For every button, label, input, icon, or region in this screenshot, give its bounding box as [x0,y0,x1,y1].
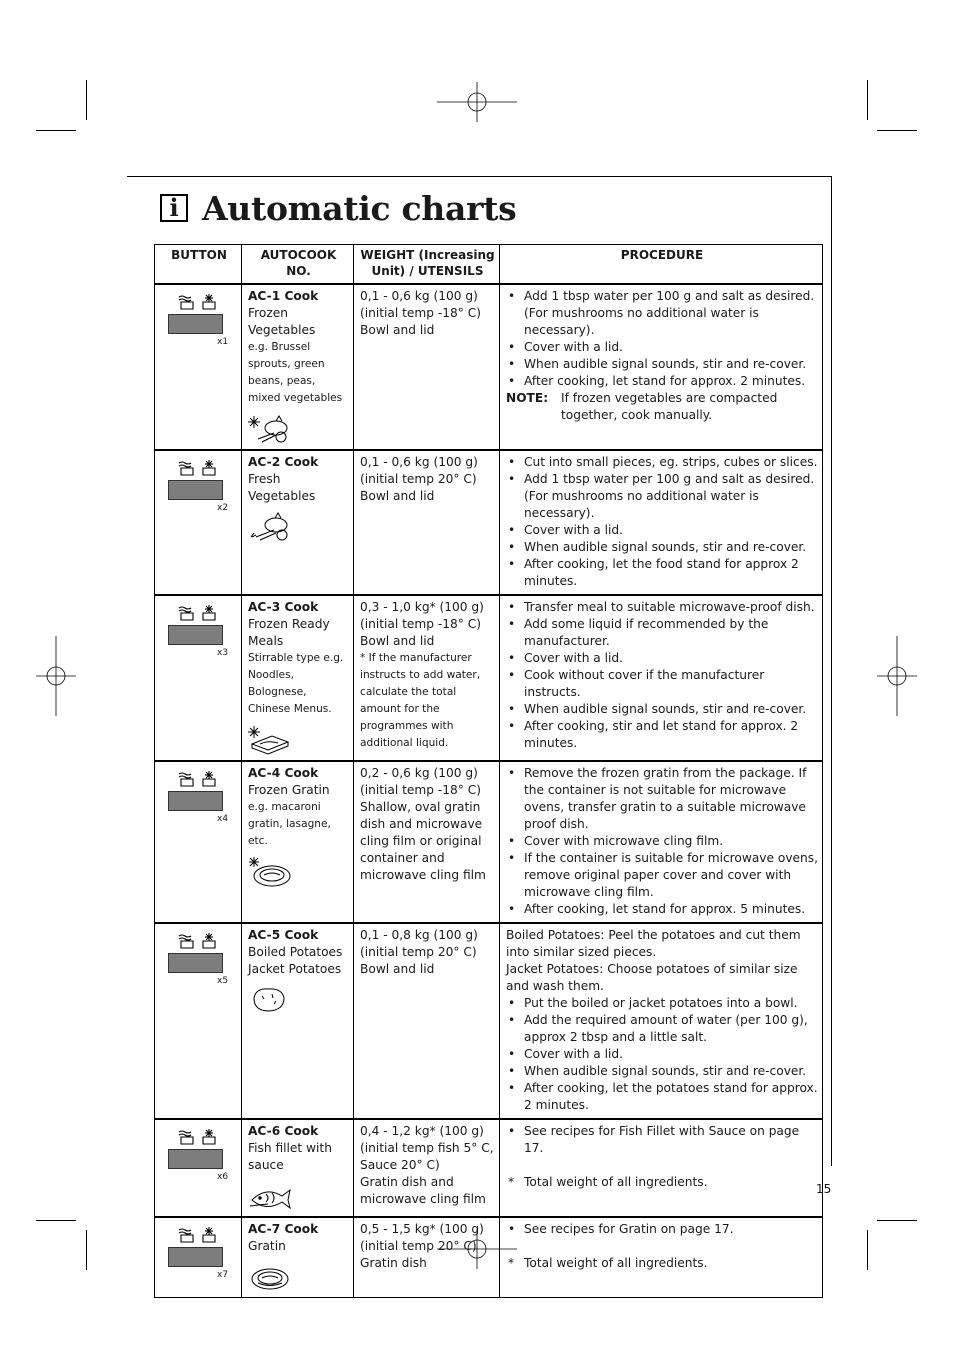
procedure-cell [500,1119,823,1217]
procedure-intro: Jacket Potatoes: Choose potatoes of similar size and wash them. [506,962,798,993]
autocook-number: AC-7 Cook [248,1222,319,1236]
table-row [155,450,823,595]
note-text: If frozen vegetables are compacted together, cook manually. [561,391,778,422]
food-name: Frozen Vegetables [248,306,316,337]
crop-mark [867,1230,868,1270]
table-row [155,595,823,761]
autocook-button[interactable] [168,791,223,811]
table-row [155,761,823,923]
button-cell [155,1119,242,1217]
weight-line: (initial temp -18° C) [360,617,482,631]
procedure-step: • Cut into small pieces, eg. strips, cubes or slices. [506,454,818,471]
weight-line: 0,1 - 0,6 kg (100 g) [360,289,478,303]
crop-mark [877,1220,917,1221]
header-autocook: AUTOCOOK NO. [242,245,354,285]
procedure-step: • After cooking, let the potatoes stand for approx. 2 minutes. [506,1080,818,1114]
autocook-button-icon [177,293,221,311]
weight-cell [354,595,500,761]
registration-mark-icon [877,636,917,716]
weight-line: Shallow, oval gratin dish and microwave cling film or original container and microwave cling film [360,800,486,882]
weight-footnote: * If the manufacturer instructs to add water, calculate the total amount for the programmes with additional liquid. [360,652,481,749]
procedure-step: • Add 1 tbsp water per 100 g and salt as desired. (For mushrooms no additional water is necessary). [506,288,818,339]
weight-line: (initial temp fish 5° C, Sauce 20° C) [360,1141,494,1172]
press-count: x4 [217,814,229,824]
weight-cell [354,450,500,595]
button-cell [155,284,242,450]
autocook-cell [242,923,354,1119]
procedure-step: • After cooking, let the food stand for approx 2 minutes. [506,556,818,590]
frozen-gratin-icon [248,856,292,888]
procedure-step: • When audible signal sounds, stir and re-cover. [506,701,818,718]
autocook-button[interactable] [168,480,223,500]
procedure-note [506,390,818,424]
weight-line: Bowl and lid [360,323,435,337]
autocook-button-icon [177,459,221,477]
procedure-step: • After cooking, let stand for approx. 2 minutes. [506,373,818,390]
footnote-total-weight: * Total weight of all ingredients. [506,1174,818,1191]
frame-line [127,176,832,177]
autocook-number: AC-6 Cook [248,1124,319,1138]
button-cell [155,923,242,1119]
procedure-step: • After cooking, let stand for approx. 5 minutes. [506,901,818,918]
button-cell [155,761,242,923]
weight-cell [354,1119,500,1217]
autocook-number: AC-4 Cook [248,766,319,780]
page-header [160,183,516,233]
page-title: Automatic charts [202,188,517,228]
food-name: Gratin [248,1239,286,1253]
procedure-step: • See recipes for Fish Fillet with Sauce on page 17. [506,1123,818,1157]
procedure-cell [500,923,823,1119]
food-name: Frozen Gratin [248,783,330,797]
weight-line: (initial temp -18° C) [360,783,482,797]
crop-mark [86,80,87,120]
procedure-step: • Remove the frozen gratin from the package. If the container is not suitable for microwave ovens, transfer gratin to a suitable microwave proof dish. [506,765,818,833]
note-label: NOTE: [506,391,549,405]
weight-line: 0,1 - 0,6 kg (100 g) [360,455,478,469]
autocook-button[interactable] [168,1149,223,1169]
procedure-list [506,288,818,390]
procedure-list [506,995,818,1114]
procedure-step: • Cover with a lid. [506,650,818,667]
crop-mark [36,130,76,131]
procedure-step: • When audible signal sounds, stir and re-cover. [506,539,818,556]
autocook-button-icon [177,932,221,950]
procedure-list [506,454,818,590]
procedure-step: • Transfer meal to suitable microwave-proof dish. [506,599,818,616]
press-count: x1 [217,337,229,347]
autocook-cell [242,450,354,595]
button-cell [155,450,242,595]
weight-cell [354,284,500,450]
procedure-cell [500,450,823,595]
button-cell [155,595,242,761]
autocook-button[interactable] [168,625,223,645]
procedure-list [506,599,818,752]
header-procedure: PROCEDURE [500,245,823,285]
food-name: Fish fillet with sauce [248,1141,332,1172]
autocook-number: AC-3 Cook [248,600,319,614]
weight-line: (initial temp 20° C) [360,472,477,486]
weight-line: Gratin dish [360,1256,427,1270]
procedure-cell [500,284,823,450]
procedure-step: • Add 1 tbsp water per 100 g and salt as desired. (For mushrooms no additional water is necessary). [506,471,818,522]
food-examples: e.g. macaroni gratin, lasagne, etc. [248,801,331,847]
autocook-cell [242,1217,354,1298]
procedure-list [506,1221,818,1272]
autocook-button-icon [177,1128,221,1146]
autocook-button-icon [177,770,221,788]
procedure-cell [500,761,823,923]
procedure-step: • Cover with a lid. [506,339,818,356]
frozen-meal-icon [248,724,292,756]
info-icon: i [160,194,188,222]
autocook-button-icon [177,1226,221,1244]
procedure-list [506,1123,818,1191]
header-weight: WEIGHT (Increasing Unit) / UTENSILS [354,245,500,285]
procedure-cell [500,1217,823,1298]
weight-line: 0,1 - 0,8 kg (100 g) [360,928,478,942]
procedure-list [506,765,818,918]
procedure-step: • Add some liquid if recommended by the manufacturer. [506,616,818,650]
crop-mark [36,1220,76,1221]
header-button: BUTTON [155,245,242,285]
procedure-step: • When audible signal sounds, stir and re-cover. [506,356,818,373]
procedure-step: • After cooking, stir and let stand for approx. 2 minutes. [506,718,818,752]
table-row [155,1217,823,1298]
autocook-button[interactable] [168,1247,223,1267]
fresh-vegetables-icon [248,511,292,543]
weight-line: Bowl and lid [360,634,435,648]
press-count: x5 [217,976,229,986]
food-name: Jacket Potatoes [248,962,342,976]
table-row [155,284,823,450]
press-count: x7 [217,1270,229,1280]
gratin-icon [248,1261,292,1293]
food-examples: e.g. Brussel sprouts, green beans, peas, mixed vegetables [248,341,343,404]
procedure-step: • Put the boiled or jacket potatoes into a bowl. [506,995,818,1012]
weight-line: 0,4 - 1,2 kg* (100 g) [360,1124,484,1138]
procedure-intro: Boiled Potatoes: Peel the potatoes and cut them into similar sized pieces. [506,928,801,959]
autocook-cell [242,284,354,450]
button-cell [155,1217,242,1298]
weight-line: (initial temp 20° C) [360,945,477,959]
autocook-number: AC-2 Cook [248,455,319,469]
press-count: x3 [217,648,229,658]
autocook-chart-table [154,244,823,1298]
procedure-step: • Cover with a lid. [506,522,818,539]
table-row [155,923,823,1119]
autocook-number: AC-1 Cook [248,289,319,303]
weight-cell [354,1217,500,1298]
footnote-total-weight: * Total weight of all ingredients. [506,1255,818,1272]
procedure-step: • Cover with microwave cling film. [506,833,818,850]
procedure-step: • Cook without cover if the manufacturer instructs. [506,667,818,701]
food-examples: Stirrable type e.g. Noodles, Bolognese, Chinese Menus. [248,652,344,715]
weight-line: 0,2 - 0,6 kg (100 g) [360,766,478,780]
weight-cell [354,923,500,1119]
autocook-cell [242,595,354,761]
autocook-button-icon [177,604,221,622]
press-count: x6 [217,1172,229,1182]
weight-line: Bowl and lid [360,489,435,503]
procedure-step: • When audible signal sounds, stir and re-cover. [506,1063,818,1080]
procedure-cell [500,595,823,761]
autocook-number: AC-5 Cook [248,928,319,942]
weight-line: 0,3 - 1,0 kg* (100 g) [360,600,484,614]
autocook-button[interactable] [168,953,223,973]
fish-icon [248,1180,292,1212]
weight-line: (initial temp 20° C) [360,1239,477,1253]
page-number: 15 [816,1182,832,1196]
procedure-step: • Add the required amount of water (per 100 g), approx 2 tbsp and a little salt. [506,1012,818,1046]
weight-line: Gratin dish and microwave cling film [360,1175,486,1206]
registration-mark-icon [36,636,76,716]
frozen-vegetables-icon [248,413,292,445]
autocook-button[interactable] [168,314,223,334]
autocook-cell [242,761,354,923]
procedure-step: • If the container is suitable for microwave ovens, remove original paper cover and cover with microwave cling film. [506,850,818,901]
crop-mark [867,80,868,120]
autocook-cell [242,1119,354,1217]
frame-line [831,176,832,1166]
food-name: Fresh Vegetables [248,472,316,503]
food-name: Frozen Ready Meals [248,617,330,648]
crop-mark [86,1230,87,1270]
table-header-row [155,245,823,285]
procedure-step: • See recipes for Gratin on page 17. [506,1221,818,1238]
food-name: Boiled Potatoes [248,945,343,959]
potato-icon [248,984,292,1016]
crop-mark [877,130,917,131]
weight-cell [354,761,500,923]
weight-line: (initial temp -18° C) [360,306,482,320]
procedure-step: • Cover with a lid. [506,1046,818,1063]
table-row [155,1119,823,1217]
registration-mark-icon [437,82,517,122]
press-count: x2 [217,503,229,513]
weight-line: 0,5 - 1,5 kg* (100 g) [360,1222,484,1236]
weight-line: Bowl and lid [360,962,435,976]
